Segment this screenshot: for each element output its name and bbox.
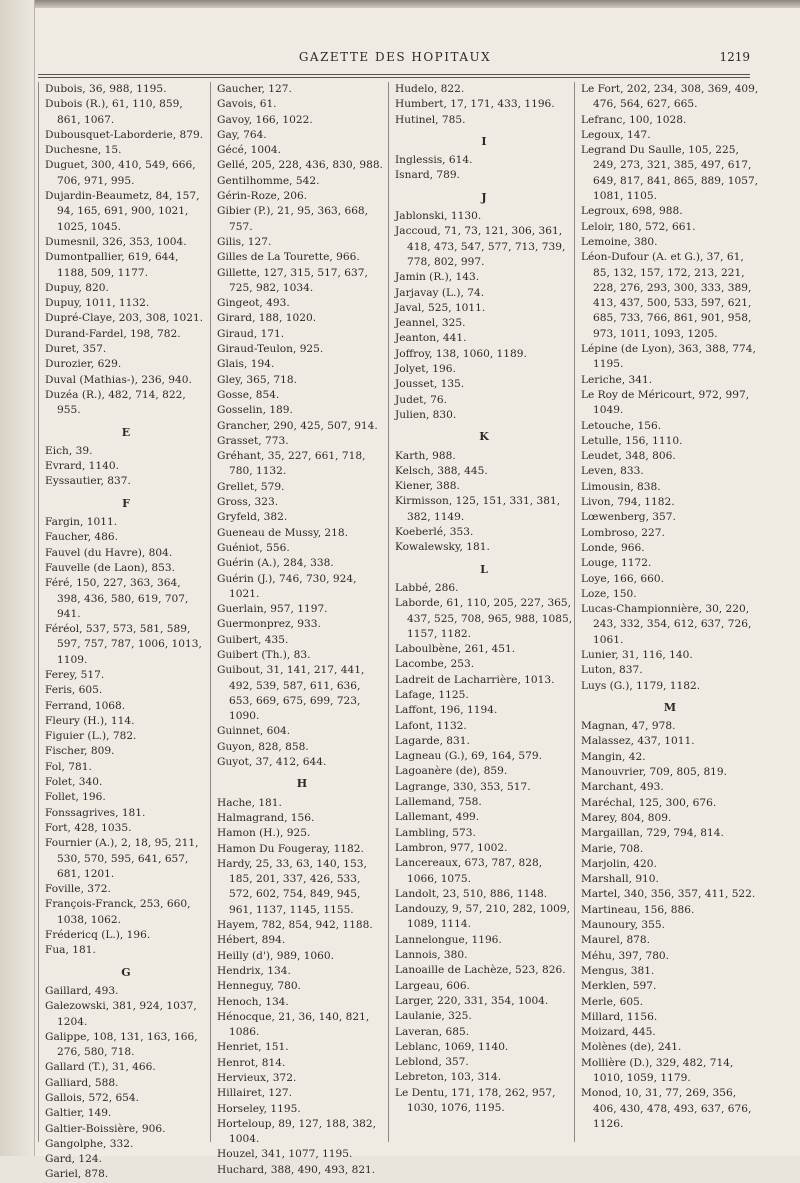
index-entry: Mangin, 42. — [581, 750, 646, 763]
index-entry: Molènes (de), 241. — [581, 1041, 682, 1054]
index-entry: Maunoury, 355. — [581, 919, 665, 932]
index-entry: Ferrand, 1068. — [45, 699, 126, 712]
index-entry: Galippe, 108, 131, 163, 166, 276, 580, 718. — [45, 1030, 198, 1059]
index-entry: Dubois, 36, 988, 1195. — [45, 83, 167, 95]
index-entry: Gellé, 205, 228, 436, 830, 988. — [217, 159, 383, 172]
index-entry: Isnard, 789. — [395, 169, 460, 182]
running-title: GAZETTE DES HOPITAUX — [298, 50, 492, 64]
index-entry: Faucher, 486. — [45, 531, 119, 544]
index-entry: Ferey, 517. — [45, 668, 105, 681]
index-entry: Legrand Du Saulle, 105, 225, 249, 273, 321, 385, 497, 617, 649, 817, 841, 865, 889, 1057, 1081, 1105. — [581, 144, 759, 203]
header-rule — [38, 74, 750, 78]
index-entry: Giraud, 171. — [217, 327, 285, 340]
index-entry: Galtier, 149. — [45, 1107, 112, 1120]
section-letter: G — [121, 965, 131, 979]
index-entry: Dupuy, 820. — [45, 281, 109, 294]
index-entry: Merle, 605. — [581, 995, 644, 1008]
index-entry: Gérin-Roze, 206. — [217, 190, 308, 203]
index-entry: Loze, 150. — [581, 587, 637, 600]
index-entry: Hache, 181. — [217, 796, 282, 809]
index-entry: Fauvelle (de Laon), 853. — [45, 561, 175, 574]
index-entry: Durand-Fardel, 198, 782. — [45, 327, 181, 340]
index-entry: Marjolin, 420. — [581, 857, 657, 870]
index-entry: Guibert, 435. — [217, 633, 289, 646]
index-entry: Ladreit de Lacharrière, 1013. — [395, 673, 555, 686]
index-entry: Moizard, 445. — [581, 1026, 656, 1039]
index-entry: Grancher, 290, 425, 507, 914. — [217, 419, 378, 432]
index-entry: Livon, 794, 1182. — [581, 496, 675, 509]
index-entry: Duzéa (R.), 482, 714, 822, 955. — [45, 388, 186, 417]
index-entry: Lombroso, 227. — [581, 526, 665, 539]
index-entry: Mengus, 381. — [581, 964, 655, 977]
index-entry: Fol, 781. — [45, 760, 92, 773]
index-entry: Hudelo, 822. — [395, 83, 465, 95]
index-entry: Inglessis, 614. — [395, 154, 473, 167]
index-entry: Gallard (T.), 31, 466. — [45, 1061, 156, 1074]
index-entry: Guérin (J.), 746, 730, 924, 1021. — [217, 572, 357, 600]
index-entry: Hillairet, 127. — [217, 1087, 293, 1100]
index-entry: Lunier, 31, 116, 140. — [581, 648, 693, 661]
index-entry: Grasset, 773. — [217, 434, 289, 447]
index-entry: Guibert (Th.), 83. — [217, 648, 311, 661]
index-entry: Lebreton, 103, 314. — [395, 1071, 502, 1084]
page-header — [40, 48, 750, 70]
index-entry: Legoux, 147. — [581, 128, 651, 141]
index-entry: Margaillan, 729, 794, 814. — [581, 827, 724, 840]
index-entry: Gangolphe, 332. — [45, 1137, 134, 1150]
index-entry: Mollière (D.), 329, 482, 714, 1010, 1059, 1179. — [581, 1056, 734, 1084]
index-entry: Guermonprez, 933. — [217, 618, 321, 631]
index-entry: Maréchal, 125, 300, 676. — [581, 796, 717, 809]
index-entry: Gard, 124. — [45, 1153, 102, 1166]
index-entry: Lagoanère (de), 859. — [395, 765, 508, 778]
index-entry: Joffroy, 138, 1060, 1189. — [395, 347, 527, 360]
index-entry: Leloir, 180, 572, 661. — [581, 220, 696, 233]
index-entry: Marshall, 910. — [581, 873, 659, 886]
index-entry: Guyot, 37, 412, 644. — [217, 756, 327, 769]
index-entry: Hutinel, 785. — [395, 113, 466, 126]
index-entry: Glais, 194. — [217, 358, 275, 371]
index-entry: Labbé, 286. — [395, 581, 459, 594]
index-entry: Lallemand, 758. — [395, 796, 482, 809]
index-entry: Guéniot, 556. — [217, 541, 290, 554]
index-entry: Loye, 166, 660. — [581, 572, 664, 585]
index-entry: Gécé, 1004. — [217, 144, 281, 157]
index-entry: Leblanc, 1069, 1140. — [395, 1040, 509, 1053]
index-entry: Féréol, 537, 573, 581, 589, 597, 757, 787, 1006, 1013, 1109. — [45, 623, 202, 666]
index-entry: François-Franck, 253, 660, 1038, 1062. — [45, 898, 191, 926]
index-entry: Galtier-Boissière, 906. — [45, 1122, 166, 1135]
index-entry: Hénocque, 21, 36, 140, 821, 1086. — [217, 1010, 370, 1039]
index-entry: Hardy, 25, 33, 63, 140, 153, 185, 201, 337, 426, 533, 572, 602, 754, 849, 945, 961, 1137, 1145, 1155. — [217, 857, 367, 916]
index-entry: Landolt, 23, 510, 886, 1148. — [395, 887, 548, 900]
top-edge — [0, 0, 800, 8]
index-entry: Girard, 188, 1020. — [217, 312, 317, 325]
index-entry: Lemoine, 380. — [581, 235, 658, 248]
index-entry: Magnan, 47, 978. — [581, 720, 676, 733]
index-entry: Eich, 39. — [45, 444, 93, 457]
index-entry: Henriet, 151. — [217, 1041, 289, 1054]
index-entry: Leudet, 348, 806. — [581, 450, 676, 463]
index-entry: Eyssautier, 837. — [45, 475, 131, 488]
index-entry: Galezowski, 381, 924, 1037, 1204. — [45, 1000, 197, 1028]
index-entry: Grellet, 579. — [217, 480, 285, 493]
index-entry: Lanoaille de Lachèze, 523, 826. — [395, 964, 566, 977]
index-entry: Fischer, 809. — [45, 745, 115, 758]
index-entry: Gavois, 61. — [217, 98, 277, 111]
section-letter: L — [480, 562, 488, 576]
index-entry: Follet, 196. — [45, 791, 106, 804]
index-entry: Frédericq (L.), 196. — [45, 929, 151, 942]
index-entry: Gavoy, 166, 1022. — [217, 113, 313, 126]
index-entry: Henneguy, 780. — [217, 980, 301, 993]
index-entry: Folet, 340. — [45, 776, 103, 789]
index-entry: Lucas-Championnière, 30, 220, 243, 332, 354, 612, 637, 726, 1061. — [581, 603, 752, 646]
index-entry: Leven, 833. — [581, 465, 644, 478]
index-entry: Hébert, 894. — [217, 934, 286, 947]
index-entry: Leriche, 341. — [581, 373, 653, 386]
index-entry: Guyon, 828, 858. — [217, 740, 309, 753]
index-entry: Dujardin-Beaumetz, 84, 157, 94, 165, 691, 900, 1021, 1025, 1045. — [45, 190, 200, 233]
index-entry: Jousset, 135. — [395, 378, 465, 391]
index-entry: Horseley, 1195. — [217, 1102, 301, 1115]
index-entry: Dumesnil, 326, 353, 1004. — [45, 235, 187, 248]
index-entry: Jaccoud, 71, 73, 121, 306, 361, 418, 473, 547, 577, 713, 739, 778, 802, 997. — [395, 225, 566, 268]
index-entry: Fauvel (du Havre), 804. — [45, 546, 173, 559]
index-entry: Le Roy de Méricourt, 972, 997, 1049. — [581, 388, 750, 417]
index-entry: Jamin (R.), 143. — [395, 271, 480, 284]
index-entry: Merklen, 597. — [581, 980, 657, 993]
index-entry: Feris, 605. — [45, 684, 103, 697]
index-entry: Gilles de La Tourette, 966. — [217, 251, 360, 264]
index-entry: Lépine (de Lyon), 363, 388, 774, 1195. — [581, 343, 756, 371]
index-entry: Kirmisson, 125, 151, 331, 381, 382, 1149. — [395, 495, 561, 523]
index-entry: Julien, 830. — [395, 408, 457, 421]
index-entry: Le Dentu, 171, 178, 262, 957, 1030, 1076, 1195. — [395, 1086, 556, 1114]
index-entry: Lagneau (G.), 69, 164, 579. — [395, 750, 542, 763]
section-letter: E — [121, 425, 131, 439]
index-entry: Lannelongue, 1196. — [395, 933, 502, 946]
index-entry: Limousin, 838. — [581, 480, 661, 493]
section-letter: M — [663, 700, 677, 714]
index-entry: Foville, 372. — [45, 883, 111, 896]
index-entry: Fonssagrives, 181. — [45, 806, 146, 819]
index-entry: Luys (G.), 1179, 1182. — [581, 679, 701, 692]
index-entry: Laffont, 196, 1194. — [395, 704, 498, 717]
index-entry: Gueneau de Mussy, 218. — [217, 526, 349, 539]
index-entry: Gréhant, 35, 227, 661, 718, 780, 1132. — [217, 450, 366, 478]
index-entry: Gosse, 854. — [217, 388, 280, 401]
index-entry: Jeanton, 441. — [395, 332, 467, 345]
section-letter: I — [481, 134, 487, 148]
index-entry: Karth, 988. — [395, 449, 456, 462]
index-entry: Figuier (L.), 782. — [45, 730, 137, 743]
section-letter: J — [481, 190, 487, 204]
index-entry: Kowalewsky, 181. — [395, 541, 490, 554]
index-entry: Guinnet, 604. — [217, 725, 291, 738]
index-entry: Henoch, 134. — [217, 995, 289, 1008]
index-entry: Hayem, 782, 854, 942, 1188. — [217, 919, 373, 932]
index-entry: Hamon Du Fougeray, 1182. — [217, 842, 364, 855]
index-entry: Galliard, 588. — [45, 1076, 119, 1089]
index-entry: Huchard, 388, 490, 493, 821. — [217, 1163, 376, 1176]
index-entry: Fournier (A.), 2, 18, 95, 211, 530, 570, 595, 641, 657, 681, 1201. — [45, 837, 199, 880]
index-entry: Millard, 1156. — [581, 1010, 658, 1023]
index-entry: Marie, 708. — [581, 842, 644, 855]
index-entry: Larger, 220, 331, 354, 1004. — [395, 994, 549, 1007]
index-entry: Duret, 357. — [45, 343, 107, 356]
index-entry: Lafage, 1125. — [395, 688, 469, 701]
index-entry: Féré, 150, 227, 363, 364, 398, 436, 580, 619, 707, 941. — [45, 577, 189, 620]
index-entry: Fua, 181. — [45, 944, 96, 957]
index-entry: Guerlain, 957, 1197. — [217, 603, 328, 616]
index-entry: Fargin, 1011. — [45, 516, 118, 529]
index-entry: Hamon (H.), 925. — [217, 827, 311, 840]
index-entry: Horteloup, 89, 127, 188, 382, 1004. — [217, 1117, 377, 1146]
index-entry: Monod, 10, 31, 77, 269, 356, 406, 430, 478, 493, 637, 676, 1126. — [581, 1087, 752, 1130]
index-entry: Gosselin, 189. — [217, 404, 293, 417]
index-column-1 — [38, 82, 207, 1181]
index-entry: Hendrix, 134. — [217, 964, 291, 977]
index-entry: Letouche, 156. — [581, 419, 662, 432]
index-entry: Gillette, 127, 315, 517, 637, 725, 982, 1034. — [217, 266, 368, 294]
index-entry: Lambling, 573. — [395, 826, 476, 839]
index-entry: Londe, 966. — [581, 541, 645, 554]
index-entry: Lancereaux, 673, 787, 828, 1066, 1075. — [395, 857, 543, 885]
index-entry: Gariel, 878. — [45, 1168, 109, 1181]
index-entry: Largeau, 606. — [395, 979, 470, 992]
index-entry: Judet, 76. — [395, 393, 447, 406]
index-entry: Duguet, 300, 410, 549, 666, 706, 971, 995. — [45, 159, 196, 187]
index-entry: Fleury (H.), 114. — [45, 714, 135, 727]
index-entry: Maurel, 878. — [581, 934, 651, 947]
index-entry: Dubousquet-Laborderie, 879. — [45, 128, 204, 141]
index-entry: Laborde, 61, 110, 205, 227, 365, 437, 525, 708, 965, 988, 1085, 1157, 1182. — [395, 597, 573, 640]
index-entry: Gley, 365, 718. — [217, 373, 297, 386]
index-entry: Guibout, 31, 141, 217, 441, 492, 539, 587, 611, 636, 653, 669, 675, 699, 723, 1090. — [217, 664, 365, 723]
index-entry: Jeannel, 325. — [395, 317, 466, 330]
index-entry: Leblond, 357. — [395, 1056, 469, 1069]
index-entry: Heilly (d'), 989, 1060. — [217, 949, 335, 962]
index-entry: Fort, 428, 1035. — [45, 821, 132, 834]
index-entry: Kelsch, 388, 445. — [395, 464, 488, 477]
index-entry: Henrot, 814. — [217, 1056, 286, 1069]
index-entry: Lambron, 977, 1002. — [395, 841, 508, 854]
index-entry: Houzel, 341, 1077, 1195. — [217, 1148, 353, 1161]
index-column-4 — [574, 82, 759, 1142]
index-entry: Manouvrier, 709, 805, 819. — [581, 766, 728, 779]
index-entry: Javal, 525, 1011. — [395, 301, 486, 314]
index-entry: Méhu, 397, 780. — [581, 949, 670, 962]
index-entry: Gibier (P.), 21, 95, 363, 668, 757. — [217, 205, 369, 233]
index-entry: Dumontpallier, 619, 644, 1188, 509, 1177. — [45, 251, 179, 279]
index-entry: Lefranc, 100, 1028. — [581, 113, 687, 126]
index-entry: Hervieux, 372. — [217, 1072, 297, 1084]
index-entry: Martel, 340, 356, 357, 411, 522. — [581, 888, 756, 901]
index-entry: Durozier, 629. — [45, 358, 122, 371]
index-entry: Kiener, 388. — [395, 480, 460, 493]
index-entry: Legroux, 698, 988. — [581, 205, 683, 218]
index-entry: Le Fort, 202, 234, 308, 369, 409, 476, 564, 627, 665. — [581, 83, 759, 111]
index-entry: Duval (Mathias-), 236, 940. — [45, 373, 192, 386]
section-letter: F — [122, 496, 130, 510]
index-entry: Guérin (A.), 284, 338. — [217, 557, 334, 570]
index-entry: Marey, 804, 809. — [581, 811, 672, 824]
index-entry: Landouzy, 9, 57, 210, 282, 1009, 1089, 1114. — [395, 903, 570, 931]
index-entry: Dupré-Claye, 203, 308, 1021. — [45, 312, 204, 325]
index-entry: Gaucher, 127. — [217, 83, 292, 95]
index-entry: Jarjavay (L.), 74. — [395, 286, 485, 299]
left-page-edge — [0, 0, 35, 1156]
index-column-3 — [388, 82, 573, 1142]
index-entry: Marchant, 493. — [581, 781, 664, 794]
section-letter: H — [296, 777, 308, 791]
index-entry: Duchesne, 15. — [45, 144, 122, 157]
index-entry: Dupuy, 1011, 1132. — [45, 297, 150, 310]
index-entry: Gaillard, 493. — [45, 984, 119, 997]
index-entry: Laulanie, 325. — [395, 1010, 472, 1023]
index-entry: Lafont, 1132. — [395, 719, 467, 732]
section-letter: K — [479, 430, 489, 444]
index-entry: Koeberlé, 353. — [395, 526, 474, 539]
page-number: 1219 — [719, 50, 750, 64]
index-entry: Luton, 837. — [581, 664, 643, 677]
index-entry: Léon-Dufour (A. et G.), 37, 61, 85, 132, 157, 172, 213, 221, 228, 276, 293, 300, 333, 389, 413, 437, 500, 533, 597, 621, 685, 733, 766, 861, 901, 958, 973, 1011, 1093, 1205. — [581, 251, 752, 340]
index-entry: Gallois, 572, 654. — [45, 1092, 140, 1104]
index-entry: Lœwenberg, 357. — [581, 511, 676, 524]
index-entry: Gilis, 127. — [217, 235, 272, 248]
index-entry: Gay, 764. — [217, 128, 267, 141]
index-entry: Gross, 323. — [217, 496, 279, 509]
index-entry: Jolyet, 196. — [395, 363, 456, 376]
index-entry: Laveran, 685. — [395, 1025, 470, 1038]
index-entry: Jablonski, 1130. — [395, 210, 482, 223]
index-column-2 — [210, 82, 387, 1176]
index-columns — [38, 82, 768, 1181]
index-entry: Lagarde, 831. — [395, 734, 470, 747]
index-entry: Evrard, 1140. — [45, 460, 120, 473]
index-entry: Gingeot, 493. — [217, 297, 290, 310]
index-entry: Martineau, 156, 886. — [581, 903, 695, 916]
index-entry: Giraud-Teulon, 925. — [217, 343, 324, 356]
index-entry: Lagrange, 330, 353, 517. — [395, 780, 531, 793]
index-entry: Malassez, 437, 1011. — [581, 735, 695, 748]
index-entry: Lacombe, 253. — [395, 658, 475, 671]
index-entry: Laboulbène, 261, 451. — [395, 643, 516, 656]
index-entry: Halmagrand, 156. — [217, 811, 315, 824]
index-entry: Dubois (R.), 61, 110, 859, 861, 1067. — [45, 98, 183, 126]
index-entry: Lannois, 380. — [395, 949, 468, 962]
index-entry: Lallemant, 499. — [395, 811, 480, 824]
index-entry: Humbert, 17, 171, 433, 1196. — [395, 98, 555, 111]
index-entry: Letulle, 156, 1110. — [581, 434, 683, 447]
index-entry: Gentilhomme, 542. — [217, 174, 320, 187]
index-entry: Louge, 1172. — [581, 557, 652, 570]
index-entry: Gryfeld, 382. — [217, 511, 288, 524]
